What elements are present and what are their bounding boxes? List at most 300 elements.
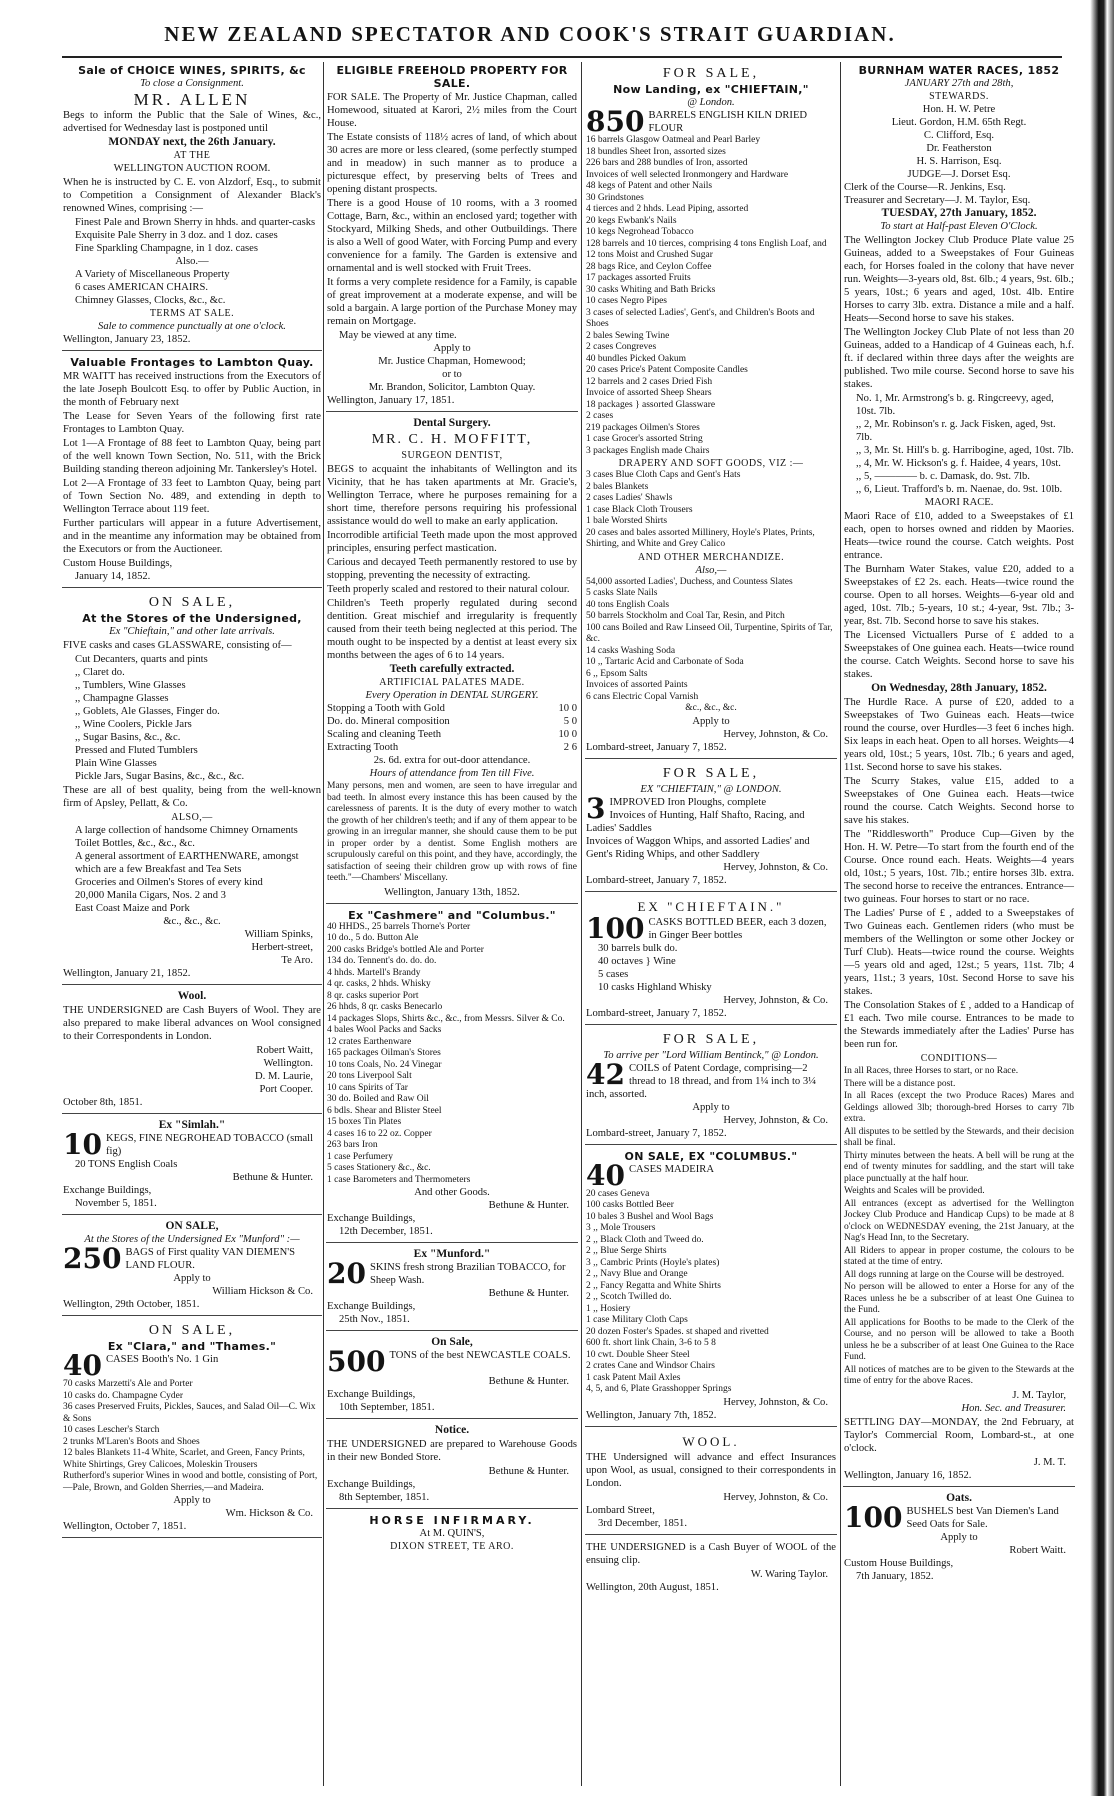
ad-signature: William Spinks, — [244, 929, 313, 940]
ad-body: The Estate consists of 118½ acres of land, of which about 30 acres are more or less cleared, (some perfectly stumped and in meadow) in such manner as to produce a picturesque effect, by preserving belts of Trees and opening distant prospects. — [327, 132, 577, 195]
race-description: The Consolation Stakes of £ , added to a Handicap of £1 each. Two mile course. Entrances to be made to the Stewards immediately after the Ladies' Purse has been run for. — [844, 1000, 1074, 1050]
ad-item: 1 case Black Cloth Trousers — [586, 504, 693, 515]
ad-dateline: Lombard-street, January 7, 1852. — [586, 1127, 727, 1139]
ad-item: 20 dozen Foster's Spades. st shaped and rivetted — [586, 1326, 769, 1337]
ad-quantity: 3 — [586, 795, 606, 825]
ad-hours: Hours of attendance from Ten till Five. — [369, 768, 535, 779]
ad-item: 2 cases — [586, 411, 614, 421]
ad-item: 14 packages Slops, Shirts &c., &c., from Messrs. Silver & Co. — [327, 1013, 565, 1024]
ad-signature: Wellington. — [263, 1058, 313, 1069]
ad-quantity: 42 — [586, 1061, 625, 1091]
ad-item: Pickle Jars, Sugar Basins, &c., &c., &c. — [75, 771, 245, 782]
ad-dateline: October 8th, 1851. — [63, 1097, 143, 1108]
ad-apply: Apply to — [692, 1101, 730, 1113]
ad-quantity: 20 — [327, 1261, 366, 1287]
ad-dateline: Lombard-street, January 7, 1852. — [586, 1007, 727, 1019]
ad-item: Chimney Glasses, Clocks, &c., &c. — [75, 295, 226, 306]
ad-item: &c., &c., &c. — [685, 703, 737, 713]
ad-signature: Mr. Brandon, Solicitor, Lambton Quay. — [368, 382, 536, 393]
ad-item: 30 do. Boiled and Raw Oil — [327, 1094, 429, 1104]
ad-item: Invoices of well selected Ironmongery and Hardware — [586, 169, 789, 180]
race-condition: All notices of matches are to be given to the Stewards at the time of entry for the above Races. — [844, 1364, 1074, 1386]
ad-item: 2 ,, Navy Blue and Orange — [586, 1269, 688, 1279]
ad-item: East Coast Maize and Pork — [75, 903, 190, 914]
ad-oats — [843, 1490, 1075, 1587]
ad-signature: W. Waring Taylor. — [750, 1568, 828, 1580]
ad-extra: 2s. 6d. extra for out-door attendance. — [373, 755, 531, 766]
ad-item: Pressed and Fluted Tumblers — [75, 745, 198, 756]
ad-item: 8 qr. casks superior Port — [327, 990, 419, 1001]
ad-settling: SETTLING DAY—MONDAY, the 2nd February, at Taylor's Commercial Room, Lombard-st., at one o'clock. — [844, 1416, 1074, 1454]
ad-item: Fine Sparkling Champagne, in 1 doz. cases — [75, 243, 259, 254]
ad-item: 10 cwt. Double Sheer Steel — [586, 1349, 690, 1360]
ad-dateline: Wellington, January 13th, 1852. — [384, 886, 520, 898]
ad-at: At M. QUIN'S, — [419, 1528, 485, 1539]
ad-name: MR. ALLEN — [133, 90, 251, 109]
ad-body: THE UNDERSIGNED are Cash Buyers of Wool. They are also prepared to make liberal advances on Wool consigned to their Correspondents in London. — [63, 1005, 321, 1042]
ad-clerk: Clerk of the Course—R. Jenkins, Esq. — [844, 182, 1006, 193]
ad-title: Oats. — [946, 1491, 972, 1504]
ad-freehold-property — [326, 62, 578, 412]
steward: Dr. Featherston — [926, 143, 992, 154]
ad-columbus — [585, 1148, 837, 1427]
ad-wines — [62, 62, 322, 351]
ad-place: Custom House Buildings, — [844, 1557, 954, 1569]
ad-item: Finest Pale and Brown Sherry in hhds. and quarter-casks — [75, 217, 316, 228]
ad-body: It forms a very complete residence for a Family, is capable of great improvement at a moderate expense, and will be sold a bargain. A large portion of the Purchase Money may remain on Mortgage. — [327, 277, 577, 327]
ad-body: Incorrodible artificial Teeth made upon the most approved principles, ensuring perfect mastication. — [327, 530, 577, 554]
ad-item: 40 tons English Coals — [586, 599, 670, 610]
ad-title: Teeth carefully extracted. — [389, 663, 515, 675]
ad-body: CASKS BOTTLED BEER, each 3 dozen, in Ginger Beer bottles — [648, 916, 827, 941]
price-value: 10 0 — [558, 729, 577, 740]
race-condition: Weights and Scales will be provided. — [844, 1186, 985, 1196]
ad-body: May be viewed at any time. — [339, 330, 457, 341]
ad-item: 100 casks Bottled Beer — [586, 1200, 674, 1210]
race-entry: ,, 2, Mr. Robinson's r. g. Jack Fisken, aged, 9st. 7lb. — [856, 419, 1056, 443]
ad-subtitle: @ London. — [687, 97, 735, 108]
ad-subtitle: ARTIFICIAL PALATES MADE. — [379, 677, 525, 688]
ad-item: 100 cans Boiled and Raw Linseed Oil, Turpentine, Spirits of Tar, &c. — [586, 622, 833, 644]
race-entry: ,, 4, Mr. W. Hickson's g. f. Haidee, 4 years, 10st. — [856, 458, 1061, 469]
ad-body: These are all of best quality, being from the well-known firm of Apsley, Pellatt, & Co. — [63, 785, 321, 809]
ad-name: MR. C. H. MOFFITT, — [371, 432, 533, 447]
ad-item: 17 packages assorted Fruits — [586, 273, 691, 283]
price-value: 2 6 — [563, 742, 577, 753]
ad-initials: J. M. T. — [1033, 1456, 1066, 1468]
ad-quote: Many persons, men and women, are seen to have irregular and bad teeth. In almost every instance this has been caused by the carelessness of parents. It is the duty of every mother to watch the growth of her children's teeth; and if any of them appear to be growing in an irregular manner, she should cause them to be put in proper order by a dentist. Some English mothers are scrupulously careful on this point, and they have, accordingly, the satisfaction of seeing their children grow up with rows of fine teeth."—Chambers' Miscellany. — [327, 781, 578, 883]
ad-subtitle: EX "CHIEFTAIN," @ LONDON. — [640, 783, 782, 795]
ad-item: ,, Sugar Basins, &c., &c. — [75, 732, 181, 743]
price-value: 5 0 — [563, 716, 577, 727]
ad-body: Children's Teeth properly regulated during second dentition. Great mischief and irregularity is frequently caused from their teeth being neglected at this period. The mouth ought to be inspected by a dentist at least every six months between the ages of 6 to 14 years. — [327, 598, 577, 661]
ad-item: 10 cases Lescher's Starch — [63, 1425, 160, 1435]
price-row — [327, 728, 577, 741]
ad-apply: Apply to — [173, 1495, 211, 1506]
ad-item: Exquisite Pale Sherry in 3 doz. and 1 doz. cases — [75, 230, 278, 241]
ad-item: ,, Goblets, Ale Glasses, Finger do. — [75, 706, 220, 717]
ad-dateline: Wellington, 29th October, 1851. — [63, 1299, 200, 1310]
ad-title: ON SALE, EX "COLUMBUS." — [624, 1149, 798, 1163]
price-row — [327, 702, 577, 715]
race-description: The Licensed Victuallers Purse of £ added to a Sweepstakes of One guinea each. Heats—twice round the course. Catch Weights. Second horse to save his stakes. — [844, 630, 1074, 680]
race-condition: All applications for Booths to be made to the Clerk of the Course, and no person will be allowed to take a Booth unless he be a subscriber of at least One Guinea to the Race Fund. — [844, 1317, 1074, 1362]
ad-coals — [326, 1334, 578, 1419]
ad-item: A general assortment of EARTHENWARE, amongst which are a few Breakfast and Tea Sets — [75, 851, 299, 875]
ad-item: 4 bales Wool Packs and Sacks — [327, 1025, 442, 1035]
ad-also: Also,— — [695, 564, 727, 576]
ad-subtitle: Ex "Chieftain," and other late arrivals. — [109, 626, 275, 637]
ad-item: 20,000 Manila Cigars, Nos. 2 and 3 — [75, 890, 226, 901]
steward: Hon. H. W. Petre — [922, 104, 996, 115]
ad-item: 2 bales Blankets — [586, 481, 649, 492]
masthead-rule — [62, 56, 1062, 58]
ad-item: 12 bales Blankets 11-4 White, Scarlet, and Green, Fancy Prints, White Shirtings, Grey Calicoes, Moleskin Trousers — [63, 1448, 305, 1470]
ad-body: Further particulars will appear in a future Advertisement, and in the meantime any information may be obtained from the Executors or from the Auctioneer. — [63, 518, 321, 555]
price-item: Extracting Tooth — [327, 742, 399, 753]
ad-signature-role: Hon. Sec. and Treasurer. — [961, 1402, 1066, 1414]
ad-bottled-beer — [585, 895, 837, 1025]
ad-signature: William Hickson & Co. — [212, 1286, 313, 1297]
ad-dateline: Wellington, October 7, 1851. — [63, 1521, 187, 1532]
race-description: The Hurdle Race. A purse of £20, added to a Sweepstakes of Two Guineas each. Heats—twice round the course, over Hurdles—3 feet 6 inches high. Six leaps in each heat. Open to all horses. Weights—4 years old, 10st.; 5 years, 10st. 7lb.; 6 years and aged, 11st. Second horse to save his stakes. — [844, 697, 1074, 773]
ad-place: Custom House Buildings, — [63, 558, 173, 569]
ad-clara — [62, 1319, 322, 1538]
ad-day: On Wednesday, 28th January, 1852. — [871, 682, 1047, 694]
ad-body: The Lease for Seven Years of the following first rate Frontages to Lambton Quay. — [63, 411, 321, 435]
ad-body: Carious and decayed Teeth permanently restored to use by stopping, preventing the necessity of extracting. — [327, 557, 577, 581]
ad-signature: Port Cooper. — [259, 1084, 313, 1095]
ad-title: Now Landing, ex "CHIEFTAIN," — [613, 83, 809, 96]
ad-item: 54,000 assorted Ladies', Duchess, and Countess Slates — [586, 576, 793, 587]
ad-signature: Wm. Hickson & Co. — [225, 1508, 313, 1519]
ad-quantity: 40 — [63, 1353, 102, 1379]
ad-item: 12 crates Earthenware — [327, 1036, 412, 1047]
ad-item: 10 kegs Negrohead Tobacco — [586, 227, 694, 237]
ad-title: ELIGIBLE FREEHOLD PROPERTY FOR SALE. — [336, 64, 568, 90]
ad-dateline: Wellington, January 16, 1852. — [844, 1469, 972, 1481]
ad-item: 4 cases 16 to 22 oz. Copper — [327, 1128, 432, 1139]
ad-body: COILS of Patent Cordage, comprising—2 thread to 18 thread, and from 1¼ inch to 3¼ inch, assorted. — [586, 1062, 817, 1100]
ad-item: 40 octaves } Wine — [598, 955, 676, 967]
ad-item: 30 casks Whiting and Bath Bricks — [586, 284, 716, 295]
ad-item: Plain Wine Glasses — [75, 758, 157, 769]
ad-role: SURGEON DENTIST, — [401, 450, 503, 461]
ad-item: 5 casks Slate Nails — [586, 588, 658, 598]
ad-place: Exchange Buildings, — [327, 1389, 416, 1400]
ad-body: THE UNDERSIGNED is a Cash Buyer of WOOL of the ensuing clip. — [586, 1541, 836, 1566]
ad-item: 1 case Grocer's assorted String — [586, 434, 703, 444]
race-description: The Burnham Water Stakes, value £20, added to a Sweepstakes of £2 2s. each. Heats—twice round the course. Open to all horses. Weights—6-year old and aged, 10st. 7lb.; 5-years, 10 st.; 4-year, 9st. 7lb.; 3-year, 8st. 7lb. Second horse to save his stakes. — [844, 564, 1074, 627]
ad-title: Ex "Simlah." — [158, 1119, 226, 1131]
ad-item: 20 cases and bales assorted Millinery, Hoyle's Plates, Prints, Shirting, and White and Grey Calico — [586, 527, 815, 549]
ad-item: 70 casks Marzetti's Ale and Porter — [63, 1379, 193, 1389]
ad-item: 1 bale Worsted Shirts — [586, 516, 668, 526]
ad-item: 4 hhds. Martell's Brandy — [327, 967, 421, 978]
ad-title: Ex "Clara," and "Thames." — [107, 1340, 277, 1353]
ad-subtitle: To close a Consignment. — [140, 78, 244, 89]
ad-quantity: 850 — [586, 109, 645, 135]
ad-signature: Bethune & Hunter. — [488, 1466, 569, 1477]
ad-subtitle: Every Operation in DENTAL SURGERY. — [365, 690, 539, 701]
ad-item: ,, Tumblers, Wine Glasses — [75, 680, 186, 691]
ad-item: 1 case Military Cloth Caps — [586, 1315, 688, 1325]
ad-title: Dental Surgery. — [413, 417, 491, 429]
ad-item: 1 ,, Hosiery — [586, 1303, 631, 1314]
ad-subtitle: JANUARY 27th and 28th, — [904, 78, 1014, 89]
ad-title: FOR SALE, — [662, 765, 760, 781]
ad-body: THE UNDERSIGNED are prepared to Warehouse Goods in their new Bonded Store. — [327, 1439, 577, 1463]
ad-item: 1 case Perfumery — [327, 1151, 393, 1162]
ad-item: 10 casks Highland Whisky — [598, 981, 712, 993]
ad-body: BAGS of First quality VAN DIEMEN'S LAND FLOUR. — [125, 1247, 296, 1271]
ad-body: Teeth properly scaled and restored to their natural colour. — [327, 584, 570, 595]
ad-body: FIVE casks and cases GLASSWARE, consisting of— — [63, 640, 292, 651]
ad-item: Toilet Bottles, &c., &c., &c. — [75, 838, 195, 849]
price-item: Do. do. Mineral composition — [327, 716, 450, 727]
ad-conditions-heading: CONDITIONS— — [920, 1053, 998, 1064]
ad-signature: Bethune & Hunter. — [488, 1288, 569, 1299]
ad-item: 30 barrels bulk do. — [598, 942, 678, 954]
price-row — [327, 715, 577, 728]
race-description: The Wellington Jockey Club Plate of not less than 20 Guineas, added to a Handicap of 4 Guineas each, h.f. ft. if declared within three days after the weights are published. Two mile course. Second horse to save his stakes. — [844, 327, 1074, 390]
ad-title: ON SALE, — [165, 1220, 219, 1232]
ad-lot: Lot 2—A Frontage of 33 feet to Lambton Quay, being part of Town Section No. 489, and extending in depth to Wellington Terrace about 119 feet. — [63, 478, 321, 515]
ad-body: MR WAITT has received instructions from the Executors of the late Joseph Boulcott Esq. to offer by Public Auction, in the month of February next — [63, 371, 321, 408]
race-description: The Ladies' Purse of £ , added to a Sweepstakes of Two Guineas each. Gentlemen riders (who must be members of the Wellington or some other Jockey or Turf Club). Heats—twice round the course. Weights—5 years old and aged, 12st.; 5 years, 11st. 7lb; 4 years, 11st.; 3 years, 10st. Second Horse to save his stakes. — [844, 908, 1074, 997]
ad-item: 10 bales 3 Bushel and Wool Bags — [586, 1211, 714, 1222]
ad-subtitle: At the Stores of the Undersigned Ex "Munford" :— — [84, 1234, 300, 1245]
ad-wool-buyer — [585, 1538, 837, 1598]
race-description: The Scurry Stakes, value £15, added to a Sweepstakes of One Guinea each. Heats—twice round the course. Catch Weights. Second horse to save his stakes. — [844, 776, 1074, 826]
ad-place: Exchange Buildings, — [327, 1213, 416, 1224]
ad-body: Begs to inform the Public that the Sale of Wines, &c., advertised for Wednesday last is postponed until — [63, 110, 321, 134]
ad-title: At the Stores of the Undersigned, — [82, 612, 302, 625]
ad-cordage — [585, 1028, 837, 1145]
ad-item: 20 TONS English Coals — [75, 1159, 178, 1170]
ad-room: WELLINGTON AUCTION ROOM. — [113, 163, 271, 174]
ad-item: Invoices of assorted Paints — [586, 680, 688, 690]
ad-item: Invoice of assorted Sheep Shears — [586, 388, 712, 398]
ad-item: 128 barrels and 10 tierces, comprising 4 tons English Loaf, and 12 tons Moist and Crushed Sugar — [586, 238, 827, 260]
ad-subtitle: To arrive per "Lord William Bentinck," @ London. — [603, 1049, 819, 1061]
ad-date: 12th December, 1851. — [339, 1226, 433, 1237]
price-row — [327, 741, 577, 754]
ad-horse-infirmary — [326, 1512, 578, 1557]
ad-apply: Apply to — [433, 343, 471, 354]
ad-quantity: 40 — [586, 1162, 625, 1189]
ad-iron-ploughs — [585, 762, 837, 892]
ad-section-heading: AND OTHER MERCHANDIZE. — [637, 551, 785, 563]
ad-item: 2 ,, Scotch Twilled do. — [586, 1292, 672, 1302]
ad-item: 18 packages } assorted Glassware — [586, 399, 716, 410]
ad-item: 3 cases Blue Cloth Caps and Gent's Hats — [586, 470, 741, 480]
ad-dateline: Wellington, 20th August, 1851. — [586, 1581, 719, 1593]
ad-item: 20 tons Liverpool Salt — [327, 1071, 412, 1081]
ad-date: 8th September, 1851. — [339, 1492, 430, 1503]
ad-place: Exchange Buildings, — [327, 1301, 416, 1312]
ad-signature: Robert Waitt. — [1009, 1544, 1066, 1556]
ad-title: EX "CHIEFTAIN." — [637, 898, 785, 914]
ad-flour — [62, 1218, 322, 1316]
ad-place: Exchange Buildings, — [327, 1479, 416, 1490]
ad-at: AT THE — [173, 150, 211, 161]
ad-simlah — [62, 1117, 322, 1215]
ad-burnham-races — [843, 62, 1075, 1487]
ad-other: And other Goods. — [414, 1187, 490, 1198]
ad-item: 226 bars and 288 bundles of Iron, assorted — [586, 158, 748, 168]
ad-title: ON SALE, — [148, 595, 236, 610]
race-entry: ,, 5, ———— b. c. Damask, do. 9st. 7lb. — [856, 471, 1030, 482]
ad-body: CASES MADEIRA — [628, 1163, 715, 1175]
race-condition: There will be a distance post. — [844, 1078, 956, 1089]
ad-item: 1 case Barometers and Thermometers — [327, 1174, 471, 1185]
ad-date: 7th January, 1852. — [856, 1570, 934, 1582]
race-description: The Wellington Jockey Club Produce Plate value 25 Guineas, added to a Sweepstakes of Four Guineas each, for Horses foaled in the colony that have never run. Weights—3-years old, 8st. 6lb.; 4 years, 9st. 6lb.; 5 years, 10st.; 6 years and aged, 10st. 4lb. Entire Horses to carry 3lb. extra. Distance a mile and a half. Heats—Second horse to save his stakes. — [844, 235, 1074, 324]
ad-item: 6 ,, Epsom Salts — [586, 668, 648, 679]
column-1 — [62, 62, 322, 1790]
ad-body: BUSHELS best Van Diemen's Land Seed Oats for Sale. — [906, 1505, 1059, 1530]
race-condition: No person will be allowed to enter a Horse for any of the Races unless he be a subscriber of at least One Guinea to the Fund. — [844, 1282, 1074, 1315]
ad-apply: Apply to — [940, 1531, 978, 1543]
ad-item: 2 trunks M'Laren's Boots and Shoes — [63, 1436, 200, 1447]
ad-body: There is a good House of 10 rooms, with a 3 roomed Cottage, Barn, &c., within an enclosed yard; together with Stockyard, Milking Sheds, and other Outbuildings. There is also a Well of good Water, with Forcing Pump and every convenience for a family. The Garden is extensive and ornamental and is well stocked with Fruit Trees. — [327, 198, 577, 274]
ad-item: 5 cases Stationery &c., &c. — [327, 1163, 431, 1173]
ad-body: FOR SALE. The Property of Mr. Justice Chapman, called Homewood, situated at Karori, 2½ miles from the Court House. — [327, 92, 577, 129]
price-value: 10 0 — [558, 703, 577, 714]
ad-item: 15 boxes Tin Plates — [327, 1117, 402, 1127]
ad-title: ON SALE, — [148, 1323, 236, 1338]
ad-signature: Te Aro. — [281, 955, 313, 966]
ad-item: 600 ft. short link Chain, 3-6 to 5 8 — [586, 1338, 716, 1348]
ad-body: BARRELS ENGLISH KILN DRIED FLOUR — [648, 110, 808, 134]
ad-item: 2 bales Sewing Twine — [586, 330, 670, 341]
ad-item: 2 ,, Fancy Regatta and White Shirts — [586, 1280, 721, 1291]
ad-body: CASES Booth's No. 1 Gin — [105, 1354, 219, 1365]
ad-item: ,, Wine Coolers, Pickle Jars — [75, 719, 192, 730]
ad-body: BEGS to acquaint the inhabitants of Wellington and its Vicinity, that he has taken apartments at Mr. Gracie's, Wellington Terrace, where he purposes remaining for a short time, therefore persons requiring his professional assistance would do well to make an early application. — [327, 464, 577, 527]
ad-section-heading: DRAPERY AND SOFT GOODS, VIZ :— — [618, 458, 804, 469]
ad-item: 18 bundles Sheet Iron, assorted sizes — [586, 146, 726, 157]
ad-title: WOOL. — [682, 1433, 740, 1449]
ad-item: 4 tierces and 2 hhds. Lead Piping, assorted — [586, 204, 749, 214]
ad-item: 26 hhds, 8 qr. casks Benecarlo — [327, 1002, 443, 1012]
ad-signature: J. M. Taylor, — [1012, 1389, 1066, 1401]
ad-item: 4, 5, and 6, Plate Grasshopper Springs — [586, 1384, 732, 1394]
ad-signature: Bethune & Hunter. — [488, 1376, 569, 1387]
ad-or: or to — [442, 369, 462, 380]
ad-item: 165 packages Oilman's Stores — [327, 1048, 441, 1058]
ad-signature: Bethune & Hunter. — [488, 1200, 569, 1211]
ad-dateline: Wellington, January 17, 1851. — [327, 395, 455, 406]
ad-item: 134 do. Tennent's do. do. do. — [327, 956, 437, 966]
ad-body: KEGS, FINE NEGROHEAD TOBACCO (small fig) — [105, 1133, 314, 1157]
ad-body: TONS of the best NEWCASTLE COALS. — [389, 1350, 571, 1361]
ad-judge: JUDGE—J. Dorset Esq. — [907, 169, 1011, 180]
ad-quantity: 10 — [63, 1132, 102, 1158]
ad-wool-advances — [585, 1430, 837, 1535]
ad-signature: Hervey, Johnston, & Co. — [723, 1491, 828, 1503]
page-binding-edge — [1080, 0, 1114, 1796]
ad-item: Invoices of Hunting, Half Shafto, Racing, and Ladies' Saddles — [586, 809, 805, 834]
ad-item: 16 barrels Glasgow Oatmeal and Pearl Barley — [586, 135, 761, 145]
ad-lot: Lot 1—A Frontage of 88 feet to Lambton Quay, being part of the well known Town Section, No. 511, with the Brick Building standing thereon adjoining Mr. Tankersley's Hotel. — [63, 438, 321, 475]
ad-quantity: 500 — [327, 1349, 386, 1375]
ad-date: January 14, 1852. — [75, 571, 151, 582]
ad-signature: Robert Waitt, — [256, 1045, 313, 1056]
ad-item: 20 cases Geneva — [586, 1188, 650, 1199]
race-condition: In all Races (except the two Produce Races) Mares and Geldings allowed 3lb; thorough-bred Horses to carry 7lb extra. — [844, 1091, 1074, 1124]
ad-dateline: Wellington, January 23, 1852. — [63, 334, 191, 345]
ad-item: 28 bags Rice, and Ceylon Coffee — [586, 261, 712, 272]
ad-item: 2 crates Cane and Windsor Chairs — [586, 1361, 715, 1371]
ad-section-heading: MAORI RACE. — [924, 497, 994, 508]
ad-chieftain-goods — [585, 62, 837, 759]
ad-signature: Hervey, Johnston, & Co. — [723, 728, 828, 740]
race-condition: All Riders to appear in proper costume, the colours to be stated at the time of entry. — [844, 1245, 1074, 1267]
ad-body: SKINS fresh strong Brazilian TOBACCO, for Sheep Wash. — [369, 1262, 566, 1286]
ad-date: 25th Nov., 1851. — [339, 1314, 410, 1325]
ad-also: Also.— — [175, 256, 209, 267]
race-condition: Thirty minutes between the heats. A bell will be rung at the end of twenty minutes for saddling, and the start will take place punctually at the half hour. — [844, 1150, 1074, 1184]
ad-item: 200 casks Bridge's bottled Ale and Porter — [327, 944, 484, 955]
ad-title: Notice. — [434, 1424, 470, 1436]
ad-date: 3rd December, 1851. — [598, 1517, 688, 1529]
ad-street: DIXON STREET, TE ARO. — [390, 1541, 514, 1552]
ad-title: FOR SALE, — [662, 66, 760, 81]
column-2 — [326, 62, 578, 1790]
ad-signature: Mr. Justice Chapman, Homewood; — [378, 356, 526, 367]
ad-item: 10 tons Coals, No. 24 Vinegar — [327, 1059, 442, 1070]
ad-quantity: 250 — [63, 1246, 122, 1272]
ad-apply: Apply to — [173, 1273, 211, 1284]
steward: H. S. Harrison, Esq. — [916, 156, 1002, 167]
ad-day: TUESDAY, 27th January, 1852. — [881, 207, 1037, 219]
ad-item: 30 Grindstones — [586, 192, 644, 203]
ad-item: A large collection of handsome Chimney Ornaments — [75, 825, 298, 836]
ad-signature: Herbert-street, — [251, 942, 313, 953]
ad-item: &c., &c., &c. — [163, 916, 221, 927]
ad-item: 40 bundles Picked Oakum — [586, 353, 687, 364]
steward: Lieut. Gordon, H.M. 65th Regt. — [891, 117, 1027, 128]
ad-item: 5 cases — [598, 968, 629, 980]
ad-place: Lombard Street, — [586, 1504, 655, 1516]
ad-title: Wool. — [177, 990, 207, 1002]
ad-treasurer: Treasurer and Secretary—J. M. Taylor, Esq. — [844, 195, 1031, 206]
ad-item: 3 ,, Cambric Prints (Hoyle's plates) — [586, 1257, 720, 1268]
ad-item: 20 kegs Ewbank's Nails — [586, 215, 677, 226]
ad-dateline: Wellington, January 7th, 1852. — [586, 1409, 717, 1421]
ad-item: 3 cases of selected Ladies', Gent's, and Children's Boots and Shoes — [586, 307, 815, 329]
ad-item: 10 do., 5 do. Button Ale — [327, 933, 419, 943]
ad-munford — [326, 1246, 578, 1331]
ad-cashmere — [326, 907, 578, 1244]
ad-title: Sale of CHOICE WINES, SPIRITS, &c — [78, 64, 306, 77]
race-condition: All disputes to be settled by the Stewards, and their decision shall be final. — [844, 1126, 1074, 1148]
ad-item: 10 ,, Tartaric Acid and Carbonate of Soda — [586, 657, 744, 667]
ad-item: 2 cases Ladies' Shawls — [586, 493, 673, 503]
ad-signature: Hervey, Johnston, & Co. — [723, 861, 828, 873]
ad-body: When he is instructed by C. E. von Alzdorf, Esq., to submit to Competition a Consignment of Alexander Black's renowned Wines, comprising :— — [63, 177, 321, 214]
ad-item: ,, Claret do. — [75, 667, 125, 678]
ad-notice — [326, 1422, 578, 1509]
ad-date: 10th September, 1851. — [339, 1402, 435, 1413]
ad-title: FOR SALE, — [662, 1031, 760, 1047]
ad-item: 50 barrels Stockholm and Coal Tar, Resin, and Pitch — [586, 611, 785, 621]
column-3 — [585, 62, 837, 1790]
ad-item: Groceries and Oilmen's Stores of every kind — [75, 877, 263, 888]
ad-title: On Sale, — [431, 1336, 473, 1348]
